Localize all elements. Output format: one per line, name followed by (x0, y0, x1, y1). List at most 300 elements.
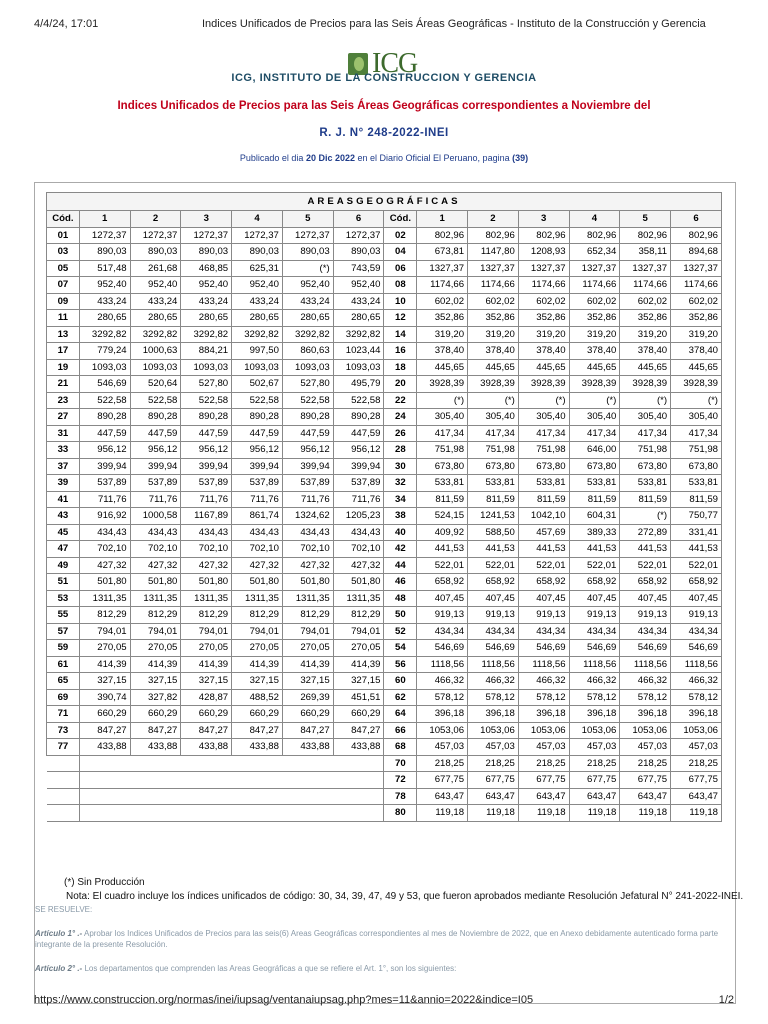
empty-cell (232, 805, 283, 822)
index-cell: 417,34 (620, 425, 671, 442)
column-header: 4 (569, 211, 620, 228)
index-cell: 1174,66 (518, 277, 569, 294)
index-cell: 1311,35 (79, 590, 130, 607)
code-cell: 18 (384, 359, 417, 376)
index-cell: 445,65 (569, 359, 620, 376)
code-cell: 41 (47, 491, 80, 508)
index-cell: 1327,37 (468, 260, 519, 277)
column-header: 1 (417, 211, 468, 228)
index-cell: 546,69 (79, 376, 130, 393)
index-cell: 811,59 (518, 491, 569, 508)
index-cell: 537,89 (79, 475, 130, 492)
table-row (47, 260, 722, 277)
column-header: 2 (468, 211, 519, 228)
index-cell: 643,47 (569, 788, 620, 805)
empty-cell (47, 755, 80, 772)
index-cell: 660,29 (282, 706, 333, 723)
code-cell: 21 (47, 376, 80, 393)
index-cell: (*) (417, 392, 468, 409)
index-cell: 588,50 (468, 524, 519, 541)
index-cell: 802,96 (417, 227, 468, 244)
empty-cell (282, 805, 333, 822)
index-cell: 602,02 (468, 293, 519, 310)
index-cell: 407,45 (671, 590, 722, 607)
empty-cell (232, 772, 283, 789)
index-cell: 502,67 (232, 376, 283, 393)
index-cell: 1053,06 (417, 722, 468, 739)
index-cell: 1042,10 (518, 508, 569, 525)
index-cell: 884,21 (181, 343, 232, 360)
index-cell: 501,80 (232, 574, 283, 591)
index-cell: 522,01 (569, 557, 620, 574)
table-row (47, 244, 722, 261)
index-cell: (*) (282, 260, 333, 277)
table-row (47, 458, 722, 475)
index-cell: 396,18 (620, 706, 671, 723)
table-row (47, 475, 722, 492)
index-cell: 702,10 (181, 541, 232, 558)
index-cell: 445,65 (518, 359, 569, 376)
code-cell: 48 (384, 590, 417, 607)
code-cell: 54 (384, 640, 417, 657)
index-cell: 956,12 (232, 442, 283, 459)
index-cell: 409,92 (417, 524, 468, 541)
org-name: ICG, INSTITUTO DE LA CONSTRUCCION Y GERENCIA (231, 72, 537, 84)
index-cell: 414,39 (79, 656, 130, 673)
code-cell: 62 (384, 689, 417, 706)
index-cell: 1118,56 (518, 656, 569, 673)
index-cell: 1093,03 (282, 359, 333, 376)
index-cell: 779,24 (79, 343, 130, 360)
index-cell: 1174,66 (468, 277, 519, 294)
index-cell: 447,59 (181, 425, 232, 442)
index-cell: 270,05 (181, 640, 232, 657)
index-cell: 658,92 (417, 574, 468, 591)
index-cell: 658,92 (671, 574, 722, 591)
code-cell: 28 (384, 442, 417, 459)
code-cell: 05 (47, 260, 80, 277)
index-cell: 1167,89 (181, 508, 232, 525)
index-cell: 890,28 (333, 409, 384, 426)
empty-cell (79, 772, 130, 789)
index-cell: 919,13 (417, 607, 468, 624)
code-cell: 14 (384, 326, 417, 343)
index-cell: 794,01 (333, 623, 384, 640)
index-cell: 441,53 (518, 541, 569, 558)
index-cell: 441,53 (620, 541, 671, 558)
index-cell: 890,28 (232, 409, 283, 426)
index-cell: 1000,63 (130, 343, 181, 360)
code-cell: 39 (47, 475, 80, 492)
index-cell: 604,31 (569, 508, 620, 525)
code-cell: 61 (47, 656, 80, 673)
article-2-text: Los departamentos que comprenden las Areas Geográficas a que se refiere el Art. 1°, son los siguientes: (84, 964, 457, 973)
print-title: Indices Unificados de Precios para las Seis Áreas Geográficas - Instituto de la Construcción y Gerencia (202, 18, 706, 30)
index-cell: 956,12 (79, 442, 130, 459)
index-cell: 457,03 (518, 739, 569, 756)
index-cell: 427,32 (232, 557, 283, 574)
index-cell: 751,98 (468, 442, 519, 459)
index-cell: 331,41 (671, 524, 722, 541)
index-cell: 434,34 (417, 623, 468, 640)
index-cell: 919,13 (518, 607, 569, 624)
table-row (47, 590, 722, 607)
index-cell: 434,34 (468, 623, 519, 640)
index-cell: 433,24 (79, 293, 130, 310)
index-cell: 457,03 (468, 739, 519, 756)
code-cell: 60 (384, 673, 417, 690)
index-cell: 802,96 (468, 227, 519, 244)
index-cell: 441,53 (468, 541, 519, 558)
index-cell: 1327,37 (417, 260, 468, 277)
code-cell: 33 (47, 442, 80, 459)
index-cell: 417,34 (671, 425, 722, 442)
table-row (47, 359, 722, 376)
index-cell: 522,58 (282, 392, 333, 409)
index-cell: 280,65 (232, 310, 283, 327)
index-cell: 812,29 (232, 607, 283, 624)
table-row (47, 623, 722, 640)
index-cell: 319,20 (468, 326, 519, 343)
index-cell: 677,75 (468, 772, 519, 789)
index-cell: 1311,35 (130, 590, 181, 607)
index-cell: 434,43 (181, 524, 232, 541)
code-cell: 55 (47, 607, 80, 624)
index-cell: 501,80 (282, 574, 333, 591)
index-cell: 433,24 (130, 293, 181, 310)
index-cell: 447,59 (333, 425, 384, 442)
index-cell: 673,80 (620, 458, 671, 475)
empty-cell (79, 788, 130, 805)
code-cell: 22 (384, 392, 417, 409)
code-cell: 01 (47, 227, 80, 244)
index-cell: 218,25 (518, 755, 569, 772)
table-row (47, 343, 722, 360)
index-cell: 280,65 (79, 310, 130, 327)
index-cell: 447,59 (130, 425, 181, 442)
article-2 (35, 964, 735, 975)
index-cell: 119,18 (569, 805, 620, 822)
table-row (47, 689, 722, 706)
index-cell: 522,01 (671, 557, 722, 574)
index-cell: 327,15 (181, 673, 232, 690)
table-row (47, 392, 722, 409)
index-cell: 643,47 (518, 788, 569, 805)
index-cell: 441,53 (417, 541, 468, 558)
code-cell: 45 (47, 524, 80, 541)
index-cell: 658,92 (569, 574, 620, 591)
index-cell: 860,63 (282, 343, 333, 360)
index-cell: 396,18 (468, 706, 519, 723)
index-cell: 802,96 (620, 227, 671, 244)
index-cell: 407,45 (620, 590, 671, 607)
index-cell: 1000,58 (130, 508, 181, 525)
index-cell: 533,81 (468, 475, 519, 492)
index-cell: 677,75 (620, 772, 671, 789)
index-cell: 447,59 (282, 425, 333, 442)
index-cell: 794,01 (79, 623, 130, 640)
index-cell: 3928,39 (518, 376, 569, 393)
index-cell: 352,86 (518, 310, 569, 327)
index-cell: 1272,37 (282, 227, 333, 244)
index-cell: 652,34 (569, 244, 620, 261)
empty-cell (181, 788, 232, 805)
index-cell: 890,28 (79, 409, 130, 426)
index-cell: 457,69 (518, 524, 569, 541)
code-cell: 19 (47, 359, 80, 376)
index-cell: 414,39 (181, 656, 232, 673)
index-cell: 677,75 (417, 772, 468, 789)
index-cell: 890,03 (79, 244, 130, 261)
index-cell: 952,40 (130, 277, 181, 294)
index-cell: 522,01 (518, 557, 569, 574)
index-cell: 3928,39 (417, 376, 468, 393)
code-cell: 65 (47, 673, 80, 690)
index-cell: 919,13 (569, 607, 620, 624)
column-header-row (47, 211, 722, 228)
code-cell: 34 (384, 491, 417, 508)
index-cell: 522,01 (417, 557, 468, 574)
index-cell: 847,27 (232, 722, 283, 739)
index-cell: 1053,06 (518, 722, 569, 739)
index-cell: 445,65 (620, 359, 671, 376)
index-cell: 546,69 (468, 640, 519, 657)
index-cell: 1093,03 (79, 359, 130, 376)
index-cell: 3292,82 (181, 326, 232, 343)
index-cell: 1324,62 (282, 508, 333, 525)
table-row (47, 491, 722, 508)
index-cell: 305,40 (620, 409, 671, 426)
table-row (47, 805, 722, 822)
index-cell: 916,92 (79, 508, 130, 525)
index-cell: 441,53 (569, 541, 620, 558)
index-cell: 396,18 (417, 706, 468, 723)
index-cell: 533,81 (620, 475, 671, 492)
table-row (47, 788, 722, 805)
index-cell: 517,48 (79, 260, 130, 277)
index-cell: 894,68 (671, 244, 722, 261)
index-cell: 305,40 (468, 409, 519, 426)
index-cell: 445,65 (671, 359, 722, 376)
index-cell: 711,76 (181, 491, 232, 508)
index-cell: 658,92 (468, 574, 519, 591)
index-cell: 811,59 (620, 491, 671, 508)
index-cell: 522,58 (79, 392, 130, 409)
index-cell: 533,81 (569, 475, 620, 492)
column-header: 5 (282, 211, 333, 228)
index-cell: 427,32 (333, 557, 384, 574)
index-cell: 501,80 (79, 574, 130, 591)
index-cell: 919,13 (671, 607, 722, 624)
index-cell: 533,81 (518, 475, 569, 492)
index-cell: 1118,56 (468, 656, 519, 673)
index-cell: 660,29 (181, 706, 232, 723)
table-row (47, 541, 722, 558)
empty-cell (79, 805, 130, 822)
index-cell: (*) (620, 392, 671, 409)
index-cell: 445,65 (468, 359, 519, 376)
index-cell: 280,65 (333, 310, 384, 327)
index-cell: 399,94 (333, 458, 384, 475)
column-header: 3 (181, 211, 232, 228)
index-cell: 434,43 (282, 524, 333, 541)
index-cell: 434,43 (232, 524, 283, 541)
index-cell: 890,28 (282, 409, 333, 426)
index-cell: 119,18 (518, 805, 569, 822)
index-cell: 673,80 (569, 458, 620, 475)
column-header: 1 (79, 211, 130, 228)
empty-cell (130, 755, 181, 772)
code-cell: 23 (47, 392, 80, 409)
index-cell: 802,96 (569, 227, 620, 244)
index-cell: 890,28 (130, 409, 181, 426)
index-cell: 952,40 (181, 277, 232, 294)
index-cell: 520,64 (130, 376, 181, 393)
index-cell: 847,27 (130, 722, 181, 739)
index-cell: 434,34 (671, 623, 722, 640)
index-cell: 378,40 (620, 343, 671, 360)
index-cell: 952,40 (282, 277, 333, 294)
index-cell: 673,80 (417, 458, 468, 475)
column-header: Cód. (47, 211, 80, 228)
index-cell: 119,18 (671, 805, 722, 822)
empty-cell (232, 755, 283, 772)
code-cell: 24 (384, 409, 417, 426)
index-cell: 468,85 (181, 260, 232, 277)
index-cell: 218,25 (569, 755, 620, 772)
index-cell: (*) (518, 392, 569, 409)
code-cell: 71 (47, 706, 80, 723)
page-number: 1/2 (718, 994, 734, 1006)
empty-cell (79, 755, 130, 772)
sin-produccion-note: (*) Sin Producción (64, 877, 145, 888)
index-cell: 1272,37 (79, 227, 130, 244)
index-cell: 445,65 (417, 359, 468, 376)
code-cell: 56 (384, 656, 417, 673)
column-header: 5 (620, 211, 671, 228)
index-cell: 414,39 (232, 656, 283, 673)
print-header (34, 18, 734, 30)
index-cell: 527,80 (282, 376, 333, 393)
index-cell: 466,32 (620, 673, 671, 690)
index-cell: 434,34 (518, 623, 569, 640)
index-cell: 3292,82 (282, 326, 333, 343)
index-cell: 533,81 (671, 475, 722, 492)
index-cell: 1311,35 (181, 590, 232, 607)
index-cell: 433,88 (232, 739, 283, 756)
code-cell: 69 (47, 689, 80, 706)
index-cell: 327,82 (130, 689, 181, 706)
index-cell: 919,13 (468, 607, 519, 624)
table-footnote: Nota: El cuadro incluye los índices unificados de código: 30, 34, 39, 47, 49 y 53, que fueron aprobados mediante Resolución Jefatural N° 241-2022-INEI. (66, 891, 744, 902)
index-cell: 1053,06 (671, 722, 722, 739)
index-cell: 1208,93 (518, 244, 569, 261)
index-cell: 1241,53 (468, 508, 519, 525)
column-header: Cód. (384, 211, 417, 228)
index-cell: 1327,37 (518, 260, 569, 277)
index-cell: 847,27 (181, 722, 232, 739)
index-cell: 305,40 (518, 409, 569, 426)
code-cell: 10 (384, 293, 417, 310)
table-row (47, 293, 722, 310)
table-row (47, 755, 722, 772)
index-cell: 358,11 (620, 244, 671, 261)
empty-cell (282, 772, 333, 789)
index-cell: 677,75 (569, 772, 620, 789)
index-cell: 677,75 (671, 772, 722, 789)
index-cell: 711,76 (232, 491, 283, 508)
index-cell: 956,12 (181, 442, 232, 459)
code-cell: 38 (384, 508, 417, 525)
empty-cell (282, 755, 333, 772)
table-row (47, 673, 722, 690)
index-cell: 673,80 (468, 458, 519, 475)
index-cell: 434,43 (79, 524, 130, 541)
index-cell: 501,80 (333, 574, 384, 591)
index-cell: 537,89 (130, 475, 181, 492)
column-header: 4 (232, 211, 283, 228)
empty-cell (333, 805, 384, 822)
code-cell: 80 (384, 805, 417, 822)
index-cell: 1093,03 (232, 359, 283, 376)
index-cell: 522,58 (130, 392, 181, 409)
code-cell: 17 (47, 343, 80, 360)
index-cell: (*) (671, 392, 722, 409)
index-cell: 673,80 (518, 458, 569, 475)
index-cell: 1053,06 (620, 722, 671, 739)
index-cell: 3292,82 (130, 326, 181, 343)
se-resuelve: SE RESUELVE: (35, 905, 93, 914)
index-cell: 3928,39 (620, 376, 671, 393)
index-cell: 602,02 (518, 293, 569, 310)
index-cell: 3928,39 (569, 376, 620, 393)
column-header: 6 (671, 211, 722, 228)
empty-cell (47, 805, 80, 822)
index-cell: 434,43 (130, 524, 181, 541)
resolution-number: R. J. N° 248-2022-INEI (319, 127, 449, 139)
empty-cell (181, 772, 232, 789)
index-cell: 1272,37 (181, 227, 232, 244)
code-cell: 12 (384, 310, 417, 327)
index-cell: 378,40 (518, 343, 569, 360)
index-cell: 794,01 (181, 623, 232, 640)
article-1 (35, 929, 735, 950)
index-cell: 711,76 (282, 491, 333, 508)
index-cell: 1093,03 (130, 359, 181, 376)
index-cell: 1053,06 (468, 722, 519, 739)
index-cell: 751,98 (620, 442, 671, 459)
index-cell: 1118,56 (620, 656, 671, 673)
empty-cell (47, 788, 80, 805)
index-cell: 352,86 (468, 310, 519, 327)
index-cell: 466,32 (468, 673, 519, 690)
code-cell: 31 (47, 425, 80, 442)
article-1-label: Artículo 1° .- (35, 929, 83, 938)
index-cell: 434,43 (333, 524, 384, 541)
index-cell: 305,40 (417, 409, 468, 426)
index-cell: 352,86 (671, 310, 722, 327)
areas-header: AREASGEOGRÁFICAS (47, 193, 722, 211)
index-cell: 643,47 (620, 788, 671, 805)
empty-cell (47, 772, 80, 789)
index-cell: 352,86 (620, 310, 671, 327)
index-cell: 702,10 (232, 541, 283, 558)
index-cell: 427,32 (282, 557, 333, 574)
page-title: Indices Unificados de Precios para las Seis Áreas Geográficas correspondientes a Noviembre del (117, 100, 651, 112)
table-row (47, 277, 722, 294)
index-cell: 750,77 (671, 508, 722, 525)
table-row (47, 706, 722, 723)
